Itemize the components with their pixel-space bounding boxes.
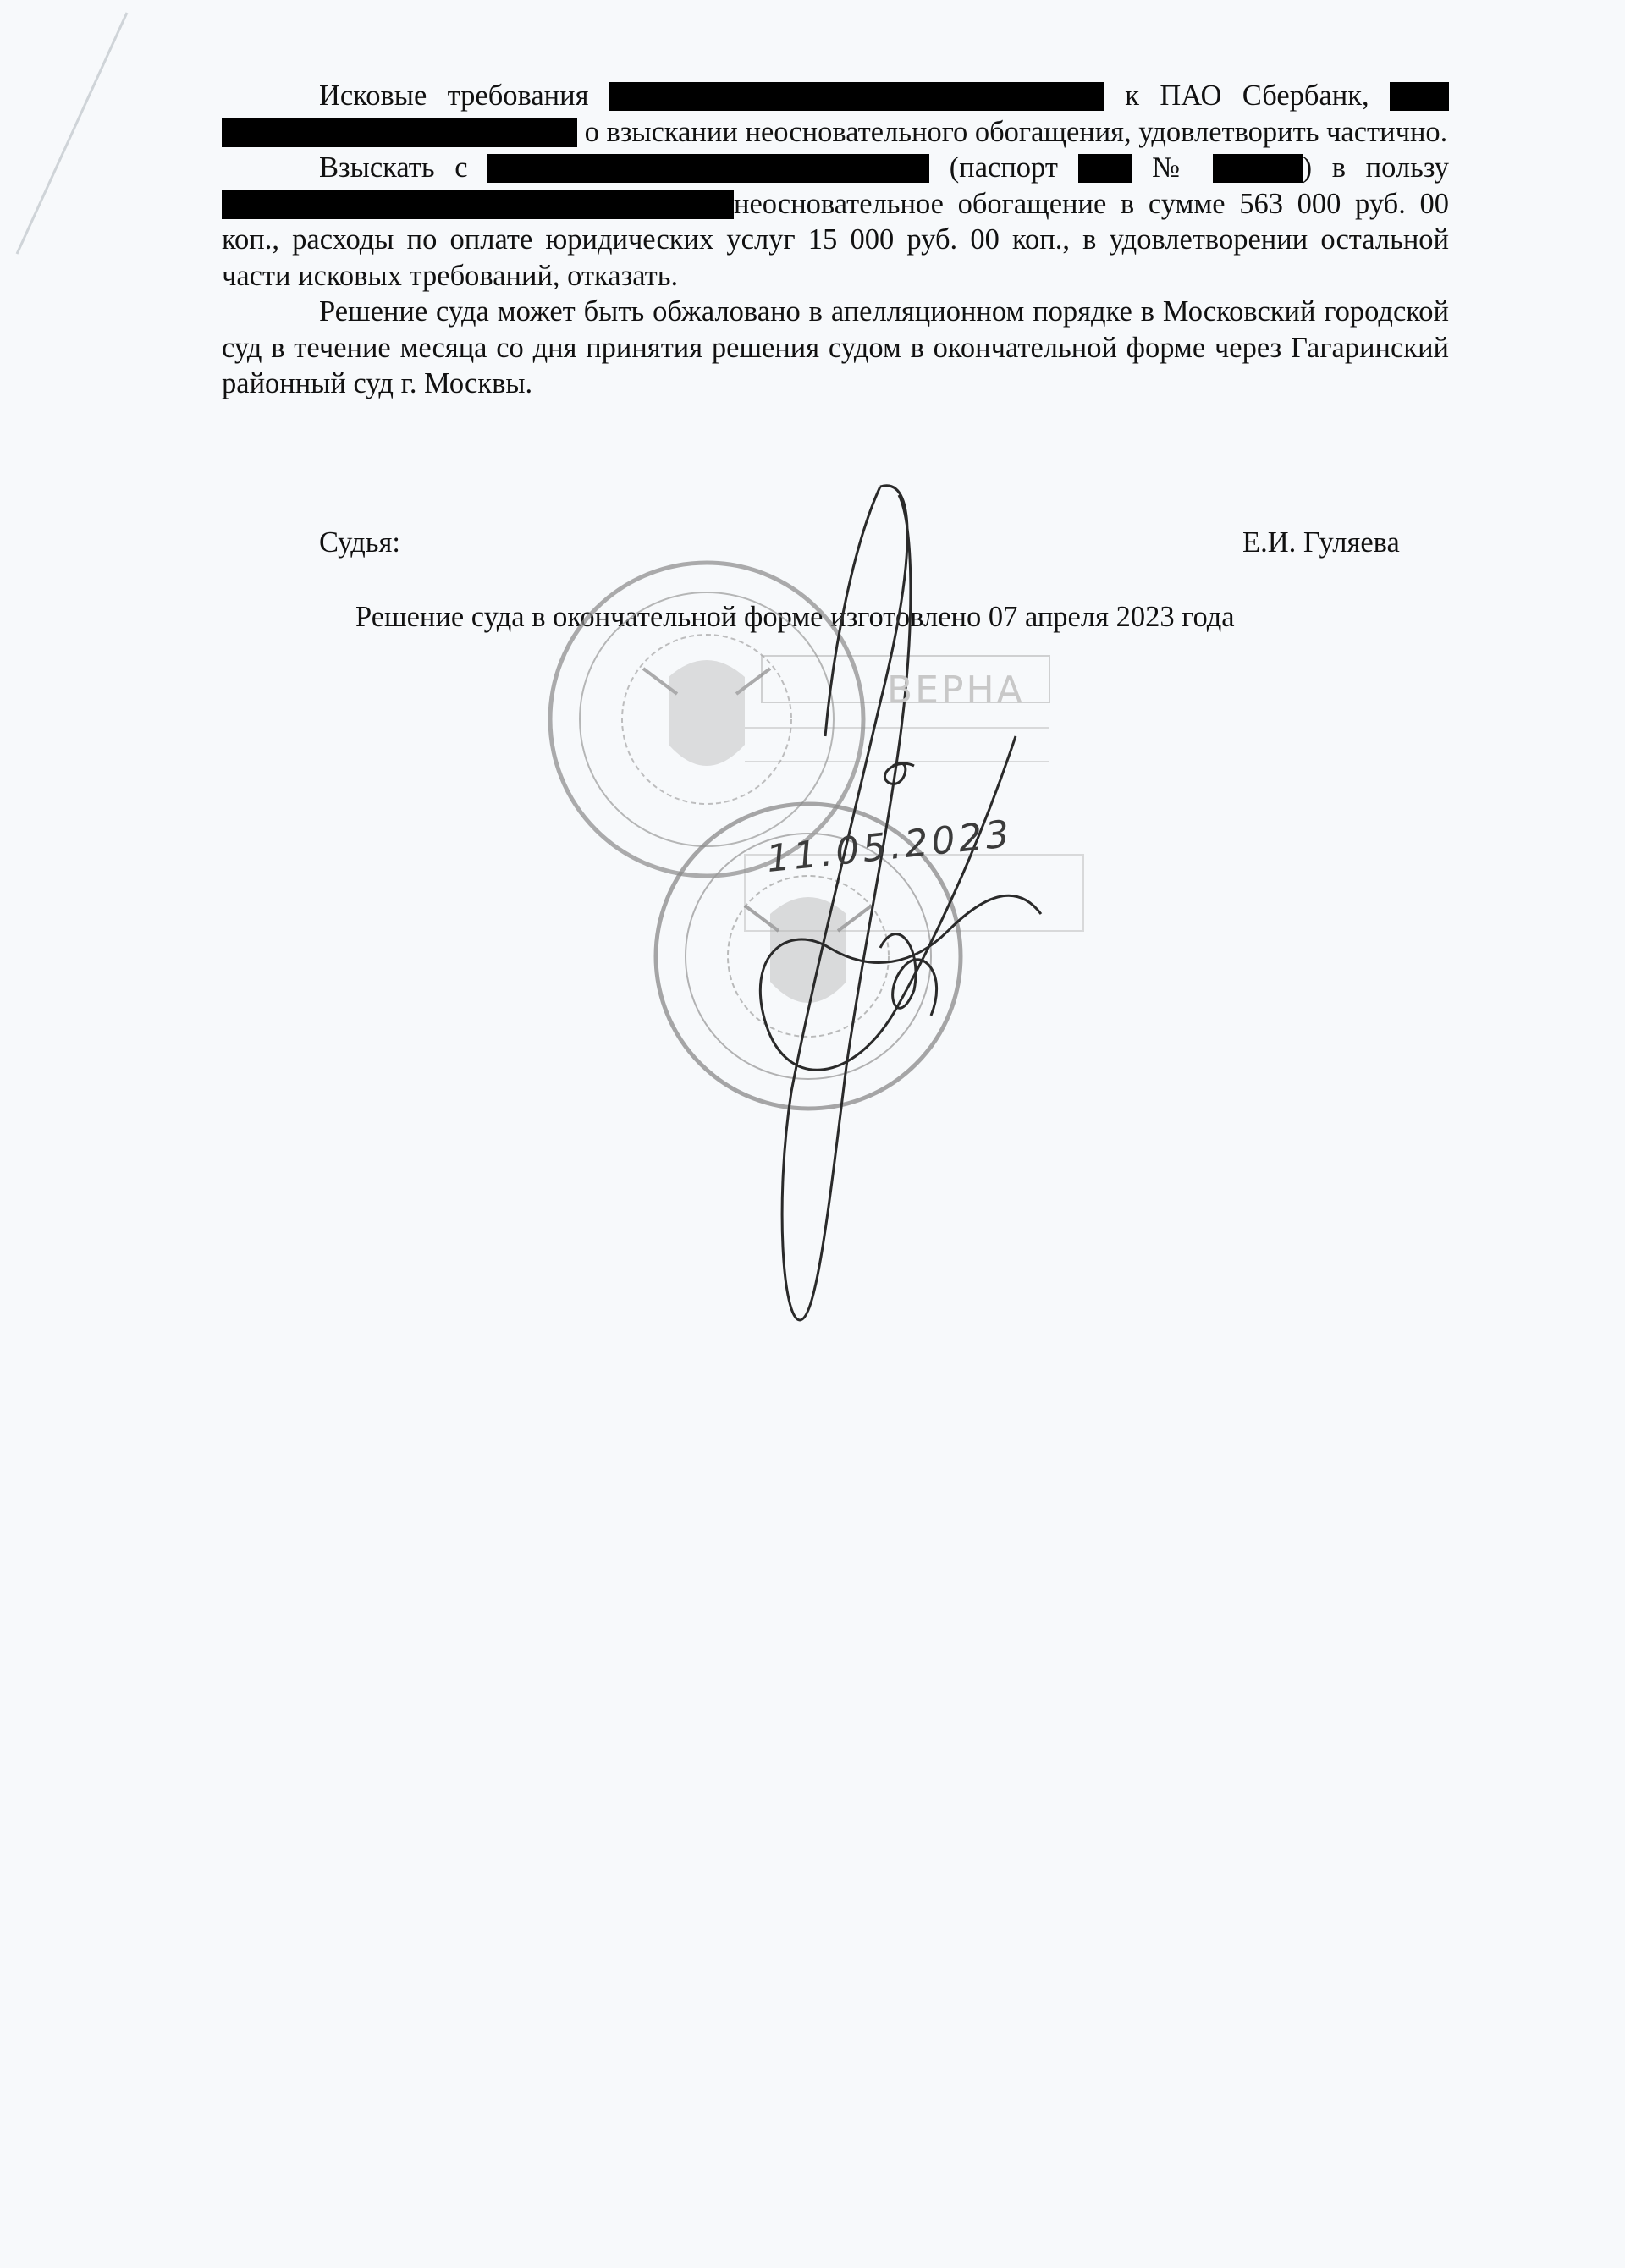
redaction-block — [609, 82, 1104, 111]
redaction-block — [1213, 154, 1303, 183]
redaction-block — [222, 190, 734, 219]
decision-text — [222, 78, 1449, 402]
recovery-intro: Взыскать с — [319, 151, 468, 184]
judge-label: Судья: — [319, 526, 400, 559]
paragraph-claims — [222, 78, 1449, 150]
judge-name: Е.И. Гуляева — [1242, 526, 1400, 559]
claims-subject: о взыскании неосновательного обогащения, удовлетворить частично. — [584, 115, 1448, 148]
claims-defendant: к ПАО Сбербанк, — [1125, 80, 1369, 112]
copy-certification-word: ВЕРНА — [887, 669, 1025, 712]
redaction-block — [488, 154, 929, 183]
redaction-block — [222, 118, 577, 147]
paragraph-appeal: Решение суда может быть обжаловано в апелляционном порядке в Московский городской суд в течение месяца со дня принятия решения судом в окончательной форме через Гагаринский районный суд г. Москвы. — [222, 295, 1449, 399]
certification-date: 11.05.2023 — [764, 812, 1015, 882]
claims-intro: Исковые требования — [319, 80, 589, 112]
copy-certification-stamp — [745, 656, 1083, 931]
passport-label: (паспорт — [949, 151, 1058, 184]
redaction-block — [1078, 154, 1132, 183]
paragraph-recovery — [222, 150, 1449, 294]
court-seal-lower — [656, 804, 961, 1109]
redaction-block — [1390, 82, 1449, 111]
recovery-amounts: неосновательное обогащение в сумме 563 000 руб. 00 коп., расходы по оплате юридических услуг 15 000 руб. 00 коп., в удовлетворении остальной части исковых требований, отказать. — [222, 187, 1449, 292]
number-sign: № — [1152, 151, 1193, 184]
in-favor-of: ) в пользу — [1302, 151, 1450, 184]
final-form-note: Решение суда в окончательной форме изготовлено 07 апреля 2023 года — [355, 601, 1235, 633]
paper-fold-mark — [0, 0, 169, 339]
